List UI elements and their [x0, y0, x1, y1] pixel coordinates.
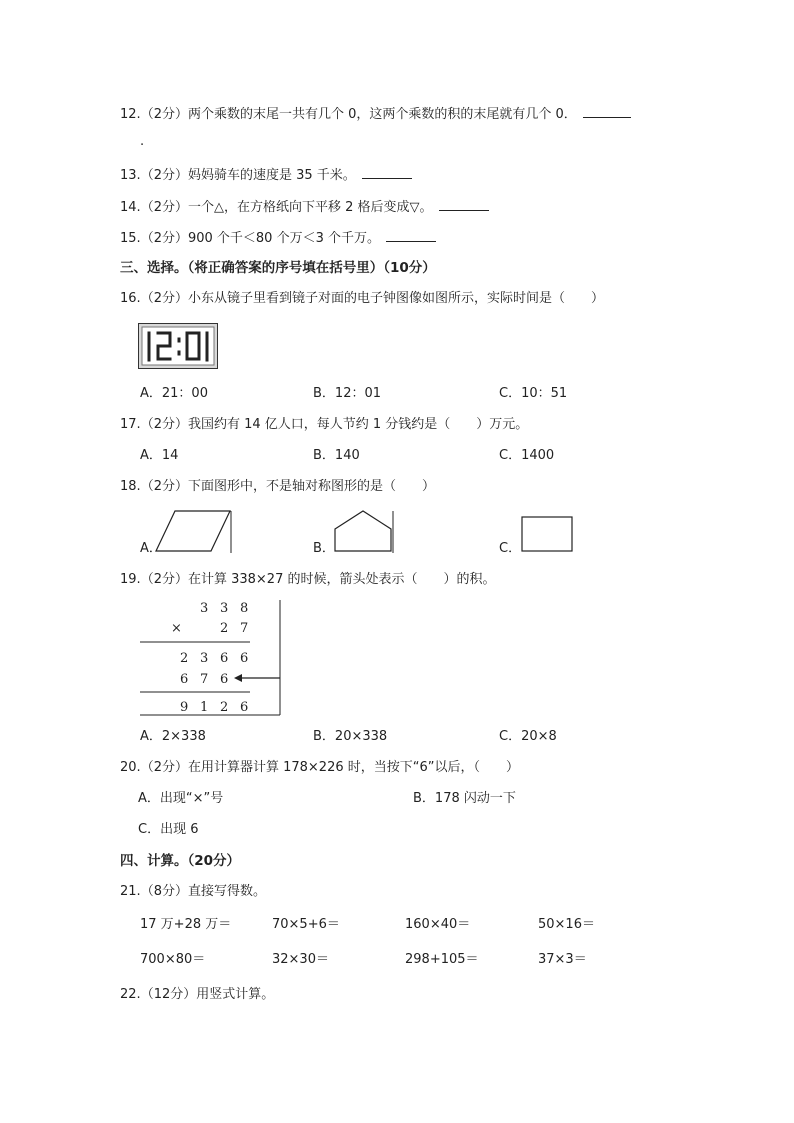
digit: 2 [180, 651, 189, 666]
vertical-multiplication [138, 598, 284, 718]
house-pentagon-figure [333, 509, 397, 555]
question-15: 15.（2分）900 个千＜80 个万＜3 个千万。 [120, 229, 436, 247]
question-21: 21.（8分）直接写得数。 [120, 884, 266, 899]
digit: 1 [200, 700, 209, 715]
q19-option-c[interactable]: C．20×8 [499, 729, 557, 744]
digital-clock-image [138, 323, 218, 369]
times-sign: × [171, 621, 182, 636]
section-4-title: 四、计算。（20分） [120, 853, 241, 869]
calc-item: 37×3＝ [538, 952, 587, 967]
q16-option-c[interactable]: C．10：51 [499, 386, 568, 401]
digit: 9 [180, 700, 189, 715]
calc-item: 298+105＝ [405, 952, 479, 967]
digit: 6 [180, 672, 189, 687]
section-3-title: 三、选择。（将正确答案的序号填在括号里）（10分） [120, 260, 436, 276]
digit: 3 [200, 651, 209, 666]
question-19: 19.（2分）在计算 338×27 的时候，箭头处表示（ ）的积。 [120, 572, 496, 587]
question-12: 12.（2分）两个乘数的末尾一共有几个 0，这两个乘数的积的末尾就有几个 0． [120, 105, 631, 123]
question-20: 20.（2分）在用计算器计算 178×226 时，当按下“6”以后，（ ） [120, 760, 519, 775]
parallelogram-figure [155, 509, 235, 555]
answer-blank[interactable] [362, 166, 412, 179]
question-18: 18.（2分）下面图形中，不是轴对称图形的是（ ） [120, 479, 435, 494]
question-14: 14.（2分）一个△，在方格纸向下平移 2 格后变成▽。 [120, 198, 489, 216]
calc-item: 32×30＝ [272, 952, 329, 967]
q18-option-c[interactable]: C． [499, 541, 522, 556]
q20-option-c[interactable]: C．出现 6 [138, 822, 199, 837]
question-13: 13.（2分）妈妈骑车的速度是 35 千米。 [120, 166, 412, 184]
question-12-end: . [140, 134, 145, 149]
question-17: 17.（2分）我国约有 14 亿人口，每人节约 1 分钱约是（ ）万元。 [120, 417, 529, 432]
q18-option-a[interactable]: A． [140, 541, 162, 556]
digit: 8 [240, 601, 249, 616]
digit: 6 [240, 651, 249, 666]
question-22: 22.（12分）用竖式计算。 [120, 987, 275, 1002]
digit: 6 [220, 672, 229, 687]
calc-item: 700×80＝ [140, 952, 206, 967]
q20-option-a[interactable]: A．出现“×”号 [138, 791, 224, 806]
answer-blank[interactable] [439, 198, 489, 211]
q17-option-c[interactable]: C．1400 [499, 448, 555, 463]
calc-item: 17 万+28 万＝ [140, 917, 232, 932]
digit: 3 [220, 601, 229, 616]
calc-item: 160×40＝ [405, 917, 471, 932]
digit: 6 [220, 651, 229, 666]
q17-option-b[interactable]: B．140 [313, 448, 360, 463]
answer-blank[interactable] [386, 229, 436, 242]
digit: 2 [220, 621, 229, 636]
rectangle-figure [521, 516, 575, 554]
calc-item: 70×5+6＝ [272, 917, 340, 932]
q17-option-a[interactable]: A．14 [140, 448, 179, 463]
q16-option-a[interactable]: A．21：00 [140, 386, 208, 401]
q19-option-a[interactable]: A．2×338 [140, 729, 206, 744]
calc-item: 50×16＝ [538, 917, 595, 932]
q18-option-b[interactable]: B． [313, 541, 335, 556]
digit: 7 [200, 672, 209, 687]
q19-option-b[interactable]: B．20×338 [313, 729, 388, 744]
digit: 3 [200, 601, 209, 616]
question-16: 16.（2分）小东从镜子里看到镜子对面的电子钟图像如图所示，实际时间是（ ） [120, 291, 604, 306]
digit: 2 [220, 700, 229, 715]
digit: 6 [240, 700, 249, 715]
digit: 7 [240, 621, 249, 636]
q16-option-b[interactable]: B．12：01 [313, 386, 382, 401]
answer-blank[interactable] [583, 105, 631, 118]
q20-option-b[interactable]: B．178 闪动一下 [413, 791, 516, 806]
